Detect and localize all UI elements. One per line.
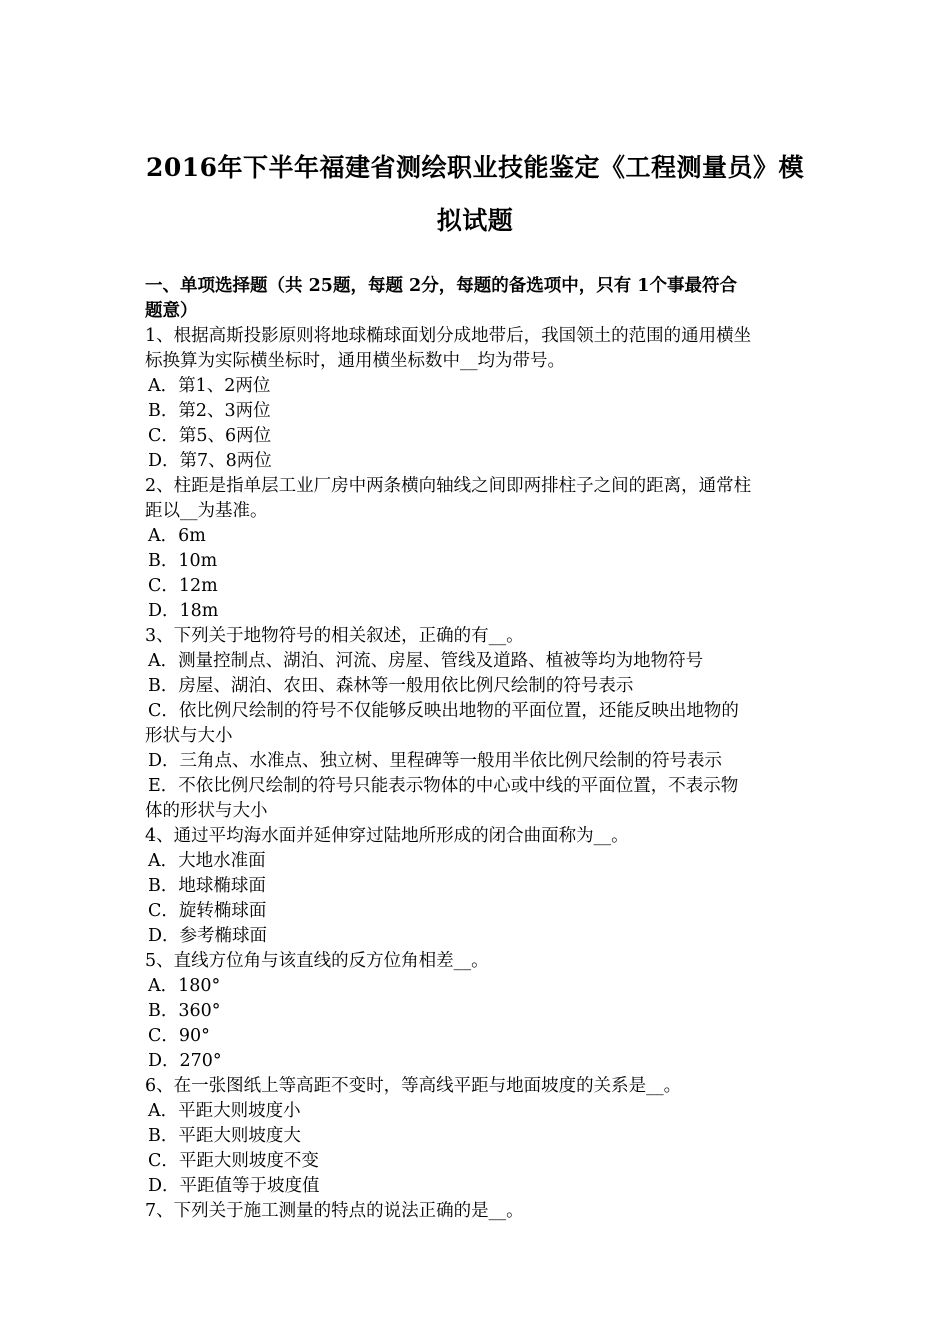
answer-option: A．第1、2两位 bbox=[148, 376, 271, 396]
page-title-line-1: 2016年下半年福建省测绘职业技能鉴定《工程测量员》模 bbox=[145, 153, 805, 182]
answer-option: C．旋转椭球面 bbox=[148, 901, 267, 921]
question-text-line: 标换算为实际横坐标时，通用横坐标数中__均为带号。 bbox=[145, 351, 565, 371]
answer-option: C．依比例尺绘制的符号不仅能够反映出地物的平面位置，还能反映出地物的 bbox=[148, 701, 739, 721]
question-text-line: 7、下列关于施工测量的特点的说法正确的是__。 bbox=[145, 1201, 524, 1221]
answer-option: C．90° bbox=[148, 1026, 210, 1046]
question-text-line: 3、下列关于地物符号的相关叙述，正确的有__。 bbox=[145, 626, 524, 646]
answer-option: B．360° bbox=[148, 1001, 221, 1021]
answer-option: E．不依比例尺绘制的符号只能表示物体的中心或中线的平面位置，不表示物 bbox=[148, 776, 739, 796]
answer-option: B．第2、3两位 bbox=[148, 401, 271, 421]
document-body bbox=[145, 274, 810, 1224]
answer-option: B．10m bbox=[148, 551, 218, 571]
answer-option: C．平距大则坡度不变 bbox=[148, 1151, 319, 1171]
answer-option: B．地球椭球面 bbox=[148, 876, 266, 896]
answer-option: A．6m bbox=[148, 526, 206, 546]
question-text-line: 形状与大小 bbox=[145, 726, 233, 746]
answer-option: D．参考椭球面 bbox=[148, 926, 268, 946]
answer-option: D．18m bbox=[148, 601, 219, 621]
question-text-line: 1、根据高斯投影原则将地球椭球面划分成地带后，我国领土的范围的通用横坐 bbox=[145, 326, 752, 346]
question-text-line: 6、在一张图纸上等高距不变时，等高线平距与地面坡度的关系是__。 bbox=[145, 1076, 682, 1096]
question-text-line: 5、直线方位角与该直线的反方位角相差__。 bbox=[145, 951, 489, 971]
answer-option: D．270° bbox=[148, 1051, 222, 1071]
answer-option: C．12m bbox=[148, 576, 218, 596]
section-heading-line-2: 题意） bbox=[145, 301, 198, 321]
answer-option: B．房屋、湖泊、农田、森林等一般用依比例尺绘制的符号表示 bbox=[148, 676, 634, 696]
answer-option: A．180° bbox=[148, 976, 221, 996]
section-heading-line-1: 一、单项选择题（共 25题，每题 2分，每题的备选项中，只有 1个事最符合 bbox=[145, 276, 737, 296]
answer-option: A．平距大则坡度小 bbox=[148, 1101, 301, 1121]
question-text-line: 2、柱距是指单层工业厂房中两条横向轴线之间即两排柱子之间的距离，通常柱 bbox=[145, 476, 752, 496]
answer-option: D．平距值等于坡度值 bbox=[148, 1176, 320, 1196]
question-text-line: 体的形状与大小 bbox=[145, 801, 268, 821]
question-text-line: 4、通过平均海水面并延伸穿过陆地所形成的闭合曲面称为__。 bbox=[145, 826, 629, 846]
answer-option: A．大地水准面 bbox=[148, 851, 266, 871]
question-text-line: 距以__为基准。 bbox=[145, 501, 268, 521]
answer-option: D．第7、8两位 bbox=[148, 451, 272, 471]
answer-option: B．平距大则坡度大 bbox=[148, 1126, 301, 1146]
answer-option: D．三角点、水准点、独立树、里程碑等一般用半依比例尺绘制的符号表示 bbox=[148, 751, 723, 771]
answer-option: A．测量控制点、湖泊、河流、房屋、管线及道路、植被等均为地物符号 bbox=[148, 651, 704, 671]
answer-option: C．第5、6两位 bbox=[148, 426, 272, 446]
page-title-line-2: 拟试题 bbox=[436, 206, 514, 235]
